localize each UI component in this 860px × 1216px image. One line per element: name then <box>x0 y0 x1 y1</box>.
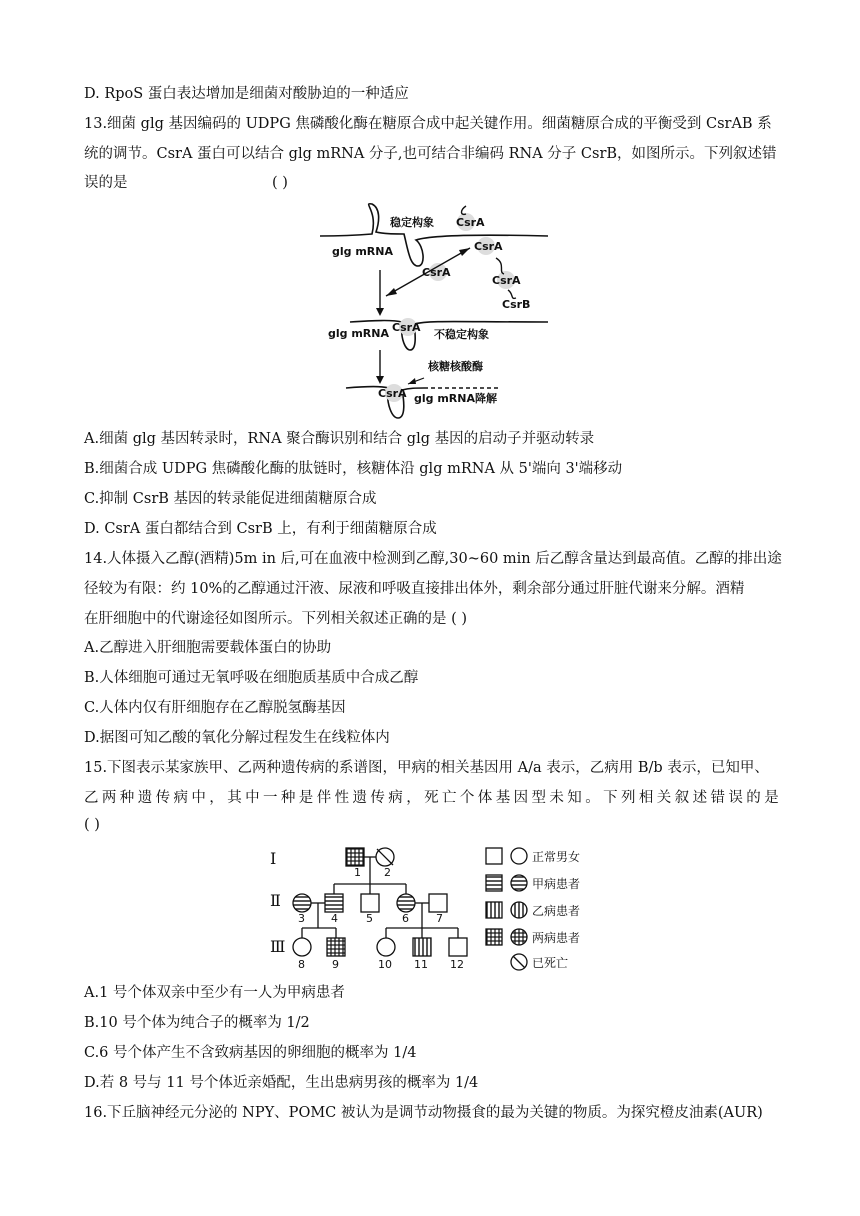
rnase-label: 核糖核酸酶 <box>428 360 483 373</box>
csra-regulation-diagram <box>320 200 550 425</box>
unstable-conformation-label: 不稳定构象 <box>434 328 489 341</box>
q14-stem-2: 径较为有限：约 10%的乙醇通过汗液、尿液和呼吸直接排出体外，剩余部分通过肝脏代谢来分解。酒精 <box>84 581 745 597</box>
svg-text:8: 8 <box>298 958 305 971</box>
svg-text:12: 12 <box>450 958 464 971</box>
q15-stem-3: ( ) <box>84 817 100 833</box>
csra-label-bound: CsrA <box>392 321 421 334</box>
q13-stem-2: 统的调节。CsrA 蛋白可以结合 glg mRNA 分子,也可结合非编码 RNA 分子 CsrB，如图所示。下列叙述错 <box>84 146 777 162</box>
q14-stem-1: 14.人体摄入乙醇(酒精)5m in 后,可在血液中检测到乙醇,30~60 min 后乙醇含量达到最高值。乙醇的排出途 <box>84 551 782 567</box>
glg-mrna-label-top: glg mRNA <box>332 245 393 258</box>
svg-text:6: 6 <box>402 912 409 925</box>
csra-label-1: CsrA <box>456 216 485 229</box>
glg-mrna-label-mid: glg mRNA <box>328 327 389 340</box>
q14-option-a: A.乙醇进入肝细胞需要载体蛋白的协助 <box>84 640 332 656</box>
legend-normal: 正常男女 <box>532 850 581 864</box>
pedigree-diagram <box>266 840 606 975</box>
svg-text:7: 7 <box>436 912 443 925</box>
q13-option-a: A.细菌 glg 基因转录时，RNA 聚合酶识别和结合 glg 基因的启动子并驱动转录 <box>84 431 595 447</box>
generation-2-label: Ⅱ <box>270 891 281 910</box>
svg-text:2: 2 <box>384 866 391 879</box>
q14-stem-3: 在肝细胞中的代谢途径如图所示。下列相关叙述正确的是 ( ) <box>84 611 468 627</box>
svg-text:9: 9 <box>332 958 339 971</box>
svg-text:3: 3 <box>298 912 305 925</box>
q14-option-d: D.据图可知乙酸的氧化分解过程发生在线粒体内 <box>84 730 390 746</box>
option-d-q12: D. RpoS 蛋白表达增加是细菌对酸胁迫的一种适应 <box>84 86 409 102</box>
q15-stem-1: 15.下图表示某家族甲、乙两种遗传病的系谱图，甲病的相关基因用 A/a 表示，乙病用 B/b 表示，已知甲、 <box>84 760 769 776</box>
q13-option-c: C.抑制 CsrB 基因的转录能促进细菌糖原合成 <box>84 491 377 507</box>
csra-label-bottom: CsrA <box>378 387 407 400</box>
q14-option-c: C.人体内仅有肝细胞存在乙醇脱氢酶基因 <box>84 700 346 716</box>
csra-label-mid: CsrA <box>422 266 451 279</box>
legend-disease-a: 甲病患者 <box>532 877 581 891</box>
legend-disease-b: 乙病患者 <box>532 904 581 918</box>
q13-option-b: B.细菌合成 UDPG 焦磷酸化酶的肽链时，核糖体沿 glg mRNA 从 5'端向 3'端移动 <box>84 461 623 477</box>
svg-text:11: 11 <box>414 958 428 971</box>
svg-text:4: 4 <box>331 912 338 925</box>
svg-text:1: 1 <box>354 866 361 879</box>
csra-label-2: CsrA <box>474 240 503 253</box>
svg-text:5: 5 <box>366 912 373 925</box>
generation-3-label: Ⅲ <box>270 937 286 956</box>
q16-stem-1: 16.下丘脑神经元分泌的 NPY、POMC 被认为是调节动物摄食的最为关键的物质。为探究橙皮油素(AUR) <box>84 1105 763 1121</box>
glg-mrna-degrade-label: glg mRNA降解 <box>414 392 497 405</box>
svg-text:10: 10 <box>378 958 392 971</box>
q15-option-a: A.1 号个体双亲中至少有一人为甲病患者 <box>84 985 345 1001</box>
q13-stem-1: 13.细菌 glg 基因编码的 UDPG 焦磷酸化酶在糖原合成中起关键作用。细菌糖原合成的平衡受到 CsrAB 系 <box>84 116 772 132</box>
q13-stem-3: 误的是 <box>84 175 128 191</box>
csra-label-3: CsrA <box>492 274 521 287</box>
legend-deceased: 已死亡 <box>532 956 569 970</box>
q13-option-d: D. CsrA 蛋白都结合到 CsrB 上，有利于细菌糖原合成 <box>84 521 437 537</box>
q15-option-d: D.若 8 号与 11 号个体近亲婚配，生出患病男孩的概率为 1/4 <box>84 1075 479 1091</box>
stable-conformation-label: 稳定构象 <box>390 216 434 229</box>
legend-both: 两病患者 <box>532 931 581 945</box>
generation-1-label: Ⅰ <box>270 849 277 868</box>
q13-bracket: ( ) <box>272 175 288 191</box>
csrb-label: CsrB <box>502 298 531 311</box>
q15-option-c: C.6 号个体产生不含致病基因的卵细胞的概率为 1/4 <box>84 1045 417 1061</box>
q14-option-b: B.人体细胞可通过无氧呼吸在细胞质基质中合成乙醇 <box>84 670 419 686</box>
q15-stem-2: 乙两种遗传病中，其中一种是伴性遗传病，死亡个体基因型未知。下列相关叙述错误的是 <box>84 790 783 806</box>
q15-option-b: B.10 号个体为纯合子的概率为 1/2 <box>84 1015 310 1031</box>
